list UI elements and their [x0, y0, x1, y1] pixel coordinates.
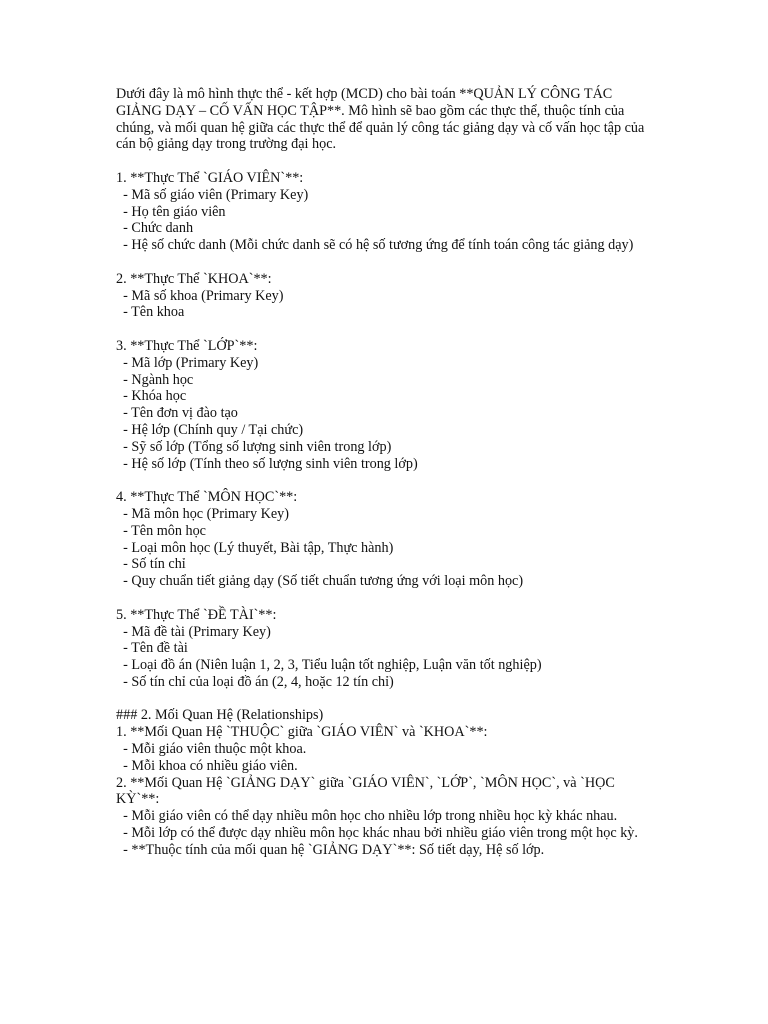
relationship-text: - Mỗi lớp có thể được dạy nhiều môn học khác nhau bởi nhiều giáo viên trong một học kỳ. [123, 825, 638, 842]
entity-attribute [116, 237, 656, 254]
attribute-text: - Tên đơn vị đào tạo [123, 405, 238, 422]
entity-attribute [116, 304, 656, 321]
attribute-text: - Loại môn học (Lý thuyết, Bài tập, Thực hành) [123, 539, 394, 556]
entity-attribute [116, 540, 656, 557]
relationship-item [116, 825, 656, 842]
relationship-item [116, 808, 656, 825]
entity-attribute [116, 187, 656, 204]
entity-attribute [116, 640, 656, 657]
attribute-text: - Mã môn học (Primary Key) [123, 505, 289, 522]
attribute-text: - Khóa học [123, 388, 187, 405]
attribute-text: - Ngành học [123, 371, 194, 388]
relationship-text: - Mỗi khoa có nhiều giáo viên. [123, 757, 298, 774]
entity-attribute [116, 422, 656, 439]
entity-attribute [116, 355, 656, 372]
entity-attribute [116, 204, 656, 221]
entity-attribute [116, 674, 656, 691]
relationship-heading: 1. **Mối Quan Hệ `THUỘC` giữa `GIÁO VIÊN` và `KHOA`**: [116, 724, 488, 741]
entity-attribute [116, 388, 656, 405]
entity-heading: 5. **Thực Thể `ĐỀ TÀI`**: [116, 606, 277, 623]
entity-heading: 1. **Thực Thể `GIÁO VIÊN`**: [116, 169, 304, 186]
relationship-text: - Mỗi giáo viên thuộc một khoa. [123, 741, 307, 758]
relationship-text: - Mỗi giáo viên có thể dạy nhiều môn học cho nhiều lớp trong nhiều học kỳ khác nhau. [123, 808, 618, 825]
relationships-heading: ### 2. Mối Quan Hệ (Relationships) [116, 707, 324, 724]
attribute-text: - Hệ số chức danh (Mỗi chức danh sẽ có hệ số tương ứng để tính toán công tác giảng dạy) [123, 237, 634, 254]
relationship-item [116, 758, 656, 775]
attribute-text: - Hệ lớp (Chính quy / Tại chức) [123, 421, 304, 438]
entity-attribute [116, 657, 656, 674]
entity-heading: 2. **Thực Thể `KHOA`**: [116, 270, 272, 287]
attribute-text: - Mã lớp (Primary Key) [123, 354, 259, 371]
entity-attribute [116, 556, 656, 573]
relationship-item [116, 741, 656, 758]
entity-attribute [116, 439, 656, 456]
entity-attribute [116, 220, 656, 237]
entity-attribute [116, 624, 656, 641]
relationship-item [116, 842, 656, 859]
entity-attribute [116, 506, 656, 523]
document-body [116, 86, 656, 859]
entity-attribute [116, 372, 656, 389]
attribute-text: - Sỹ số lớp (Tổng số lượng sinh viên trong lớp) [123, 438, 392, 455]
attribute-text: - Tên đề tài [123, 640, 188, 657]
attribute-text: - Hệ số lớp (Tính theo số lượng sinh viên trong lớp) [123, 455, 418, 472]
attribute-text: - Số tín chỉ [123, 556, 186, 573]
attribute-text: - Tên khoa [123, 304, 185, 321]
entity-heading: 4. **Thực Thể `MÔN HỌC`**: [116, 489, 298, 506]
attribute-text: - Loại đồ án (Niên luận 1, 2, 3, Tiểu luận tốt nghiệp, Luận văn tốt nghiệp) [123, 657, 542, 674]
entity-heading: 3. **Thực Thể `LỚP`**: [116, 337, 258, 354]
attribute-text: - Chức danh [123, 220, 194, 237]
attribute-text: - Mã số giáo viên (Primary Key) [123, 186, 309, 203]
entity-attribute [116, 573, 656, 590]
entity-attribute [116, 456, 656, 473]
attribute-text: - Họ tên giáo viên [123, 203, 226, 220]
attribute-text: - Tên môn học [123, 522, 206, 539]
attribute-text: - Mã đề tài (Primary Key) [123, 623, 271, 640]
relationship-text: - **Thuộc tính của mối quan hệ `GIẢNG DẠY`**: Số tiết dạy, Hệ số lớp. [123, 841, 545, 858]
entity-attribute [116, 288, 656, 305]
attribute-text: - Quy chuẩn tiết giảng dạy (Số tiết chuẩn tương ứng với loại môn học) [123, 573, 524, 590]
attribute-text: - Số tín chỉ của loại đồ án (2, 4, hoặc 12 tín chỉ) [123, 673, 394, 690]
attribute-text: - Mã số khoa (Primary Key) [123, 287, 284, 304]
relationship-heading: 2. **Mối Quan Hệ `GIẢNG DẠY` giữa `GIÁO VIÊN`, `LỚP`, `MÔN HỌC`, và `HỌC KỲ`**: [116, 774, 615, 808]
entity-attribute [116, 523, 656, 540]
intro-paragraph: Dưới đây là mô hình thực thể - kết hợp (MCD) cho bài toán **QUẢN LÝ CÔNG TÁC GIẢNG DẠY – CỐ VẤN HỌC TẬP**. Mô hình sẽ bao gồm các thực thể, thuộc tính của chúng, và mối quan hệ giữa các thực thể để quản lý công tác giảng dạy và cố vấn học tập của cán bộ giảng dạy trong trường đại học. [116, 86, 645, 153]
entity-attribute [116, 405, 656, 422]
